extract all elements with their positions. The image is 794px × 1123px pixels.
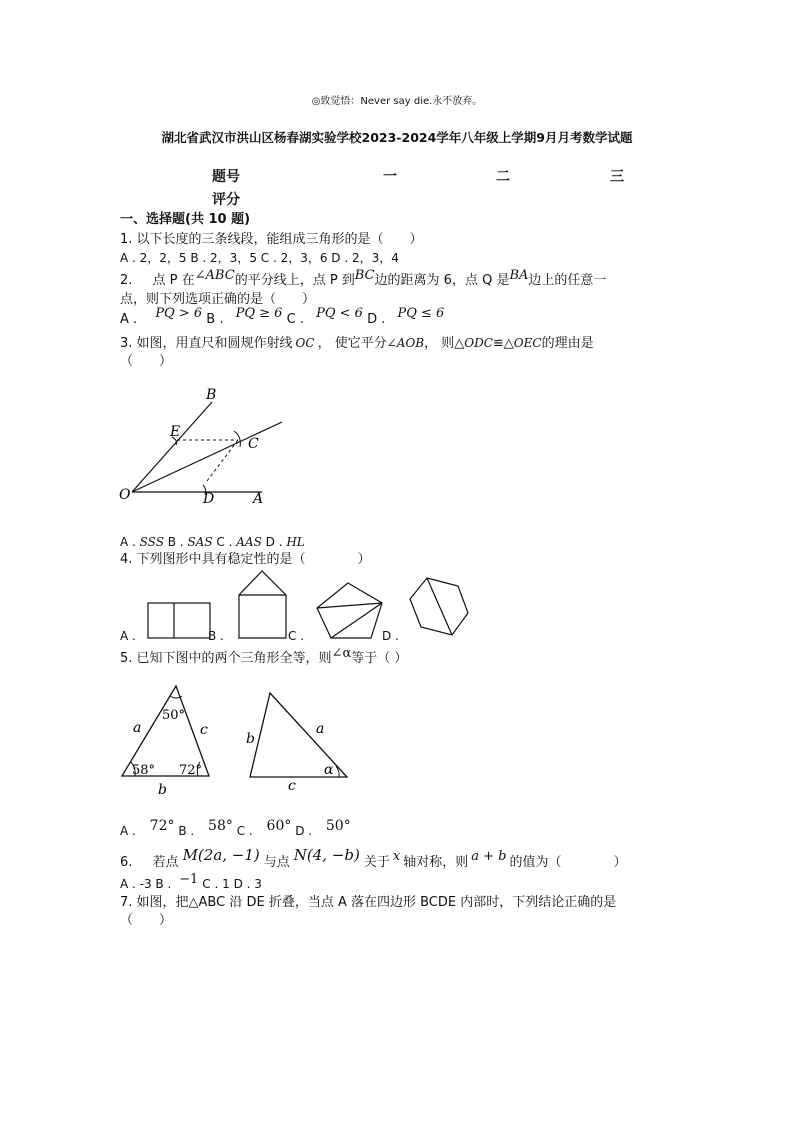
option-a-value: SSS bbox=[139, 535, 164, 549]
shape-a-split-rectangle bbox=[145, 600, 215, 640]
question-7-line-2: （ ） bbox=[120, 913, 173, 928]
question-4-stem: 4. 下列图形中具有稳定性的是（ ） bbox=[120, 552, 371, 567]
tri1-angle-right: 72° bbox=[179, 763, 203, 778]
option-c-value: PQ < 6 bbox=[316, 306, 363, 321]
shape-d-hexagon-with-diagonal bbox=[405, 575, 475, 640]
question-2-line-1 bbox=[120, 268, 607, 288]
question-3-text-3: ， 则△ bbox=[424, 336, 465, 351]
angle-bisector-figure bbox=[110, 385, 310, 510]
tri1-side-a: a bbox=[133, 720, 142, 736]
question-3-line-1 bbox=[120, 337, 594, 350]
section-heading: 一、选择题(共 10 题) bbox=[120, 212, 251, 227]
question-2-number: 2. bbox=[120, 273, 133, 288]
math-ba: BA bbox=[509, 268, 529, 283]
math-angle-aob: ∠AOB bbox=[386, 336, 425, 350]
options-c-d: C . 1 D . 3 bbox=[202, 877, 262, 891]
table-label-score: 评分 bbox=[212, 192, 240, 208]
math-point-m: M(2a, −1) bbox=[182, 846, 260, 864]
question-5-options bbox=[120, 818, 351, 838]
question-6-options bbox=[120, 872, 262, 891]
question-2-text-2: 的平分线上，点 P 到 bbox=[234, 273, 355, 288]
tri1-side-b: b bbox=[158, 782, 167, 798]
question-6-number: 6. bbox=[120, 855, 133, 870]
option-b-value: SAS bbox=[187, 535, 213, 549]
question-2-line-2: 点，则下列选项正确的是（ ） bbox=[120, 292, 316, 307]
tri2-side-a: a bbox=[316, 721, 325, 737]
option-a-value: 72° bbox=[149, 818, 175, 834]
tri1-angle-left: 58° bbox=[132, 763, 156, 778]
option-d-label: D . bbox=[367, 312, 386, 327]
option-a-label: A . bbox=[120, 312, 138, 327]
option-c-label: C . bbox=[216, 535, 233, 549]
option-a-label: A . bbox=[120, 824, 136, 838]
question-3-line-2: （ ） bbox=[120, 354, 173, 369]
tri2-angle-alpha: α bbox=[324, 762, 334, 778]
option-d-label: D . bbox=[295, 824, 313, 838]
math-oc: OC bbox=[295, 336, 315, 350]
math-angle-abc: ∠ABC bbox=[194, 268, 235, 283]
question-6-stem bbox=[120, 846, 627, 870]
math-bc: BC bbox=[354, 268, 375, 283]
question-3-text-4: ≌△ bbox=[492, 336, 514, 351]
shape-b-house-pentagon bbox=[236, 568, 296, 643]
tri1-side-c: c bbox=[200, 722, 208, 738]
option-b-value: −1 bbox=[179, 872, 199, 887]
option-c-label: C . bbox=[286, 312, 304, 327]
math-x: x bbox=[392, 849, 401, 864]
option-a-value: PQ > 6 bbox=[155, 306, 203, 321]
question-6-text-4: 轴对称，则 bbox=[403, 855, 469, 870]
question-5-stem bbox=[120, 646, 408, 666]
congruent-triangle-2 bbox=[240, 688, 360, 798]
tri2-side-b: b bbox=[246, 731, 255, 747]
math-oec: OEC bbox=[513, 336, 542, 350]
option-a-label: A . bbox=[120, 535, 136, 549]
option-d-label: D . bbox=[265, 535, 283, 549]
table-col-1: 一 bbox=[383, 169, 397, 185]
congruent-triangle-1 bbox=[112, 682, 222, 797]
label-o: O bbox=[119, 487, 131, 503]
math-a-plus-b: a + b bbox=[471, 849, 507, 864]
question-3-text-2: ， 使它平分 bbox=[317, 336, 387, 351]
option-b-label: B . bbox=[178, 824, 195, 838]
shape-c-triangulated-pentagon bbox=[312, 580, 387, 642]
tri2-side-c: c bbox=[288, 778, 296, 794]
math-odc: ODC bbox=[464, 336, 493, 350]
option-b-value: PQ ≥ 6 bbox=[235, 306, 283, 321]
option-d-value: PQ ≤ 6 bbox=[397, 306, 445, 321]
question-6-text-2: 与点 bbox=[263, 855, 290, 870]
option-b-label: B . bbox=[167, 535, 184, 549]
question-1-options: A . 2，2，5 B . 2，3，5 C . 2，3，6 D . 2，3，4 bbox=[120, 251, 399, 265]
option-c-value: 60° bbox=[266, 818, 292, 834]
question-2-options bbox=[120, 306, 445, 327]
option-b-value: 58° bbox=[208, 818, 233, 834]
label-c: C bbox=[248, 436, 259, 452]
label-a: A bbox=[253, 491, 264, 507]
math-angle-alpha: ∠α bbox=[331, 646, 352, 661]
question-4-option-c: C . bbox=[288, 629, 305, 643]
question-3-options bbox=[120, 536, 305, 548]
question-4-option-a: A . bbox=[120, 629, 136, 643]
question-2-text-3: 边的距离为 6，点 Q 是 bbox=[374, 273, 510, 288]
motto: ◎致觉悟：Never say die.永不放弃。 bbox=[311, 96, 483, 107]
page-title: 湖北省武汉市洪山区杨春湖实验学校2023-2024学年八年级上学期9月月考数学试题 bbox=[161, 130, 633, 145]
option-c-label: C . bbox=[236, 824, 253, 838]
question-6-text-1: 若点 bbox=[152, 855, 179, 870]
label-b: B bbox=[206, 387, 217, 403]
question-2-text-4: 边上的任意一 bbox=[528, 273, 607, 288]
label-e: E bbox=[170, 424, 181, 440]
question-4-option-b: B . bbox=[208, 629, 224, 643]
option-b-label: B . bbox=[206, 312, 224, 327]
option-d-value: HL bbox=[286, 535, 305, 549]
question-5-text-1: 5. 已知下图中的两个三角形全等，则 bbox=[120, 651, 332, 666]
tri1-angle-top: 50° bbox=[162, 708, 186, 723]
question-4-option-d: D . bbox=[382, 629, 399, 643]
math-point-n: N(4, −b) bbox=[293, 846, 360, 864]
options-a-b: A . -3 B . bbox=[120, 877, 172, 891]
question-3-text-5: 的理由是 bbox=[541, 336, 594, 351]
label-d: D bbox=[203, 491, 215, 507]
option-d-value: 50° bbox=[325, 818, 351, 834]
question-6-text-5: 的值为（ ） bbox=[509, 855, 627, 870]
question-6-text-3: 关于 bbox=[363, 855, 390, 870]
question-3-text-1: 3. 如图，用直尺和圆规作射线 bbox=[120, 336, 293, 351]
question-1-stem: 1. 以下长度的三条线段，能组成三角形的是（ ） bbox=[120, 232, 423, 247]
table-col-2: 二 bbox=[496, 169, 510, 185]
table-label-question-number: 题号 bbox=[212, 169, 240, 185]
table-col-3: 三 bbox=[610, 169, 624, 185]
question-7-stem: 7. 如图，把△ABC 沿 DE 折叠，当点 A 落在四边形 BCDE 内部时，下列结论正确的是 bbox=[120, 895, 617, 910]
option-c-value: AAS bbox=[236, 535, 262, 549]
question-2-text-1: 点 P 在 bbox=[152, 273, 195, 288]
question-5-text-2: 等于（ ） bbox=[351, 651, 408, 666]
